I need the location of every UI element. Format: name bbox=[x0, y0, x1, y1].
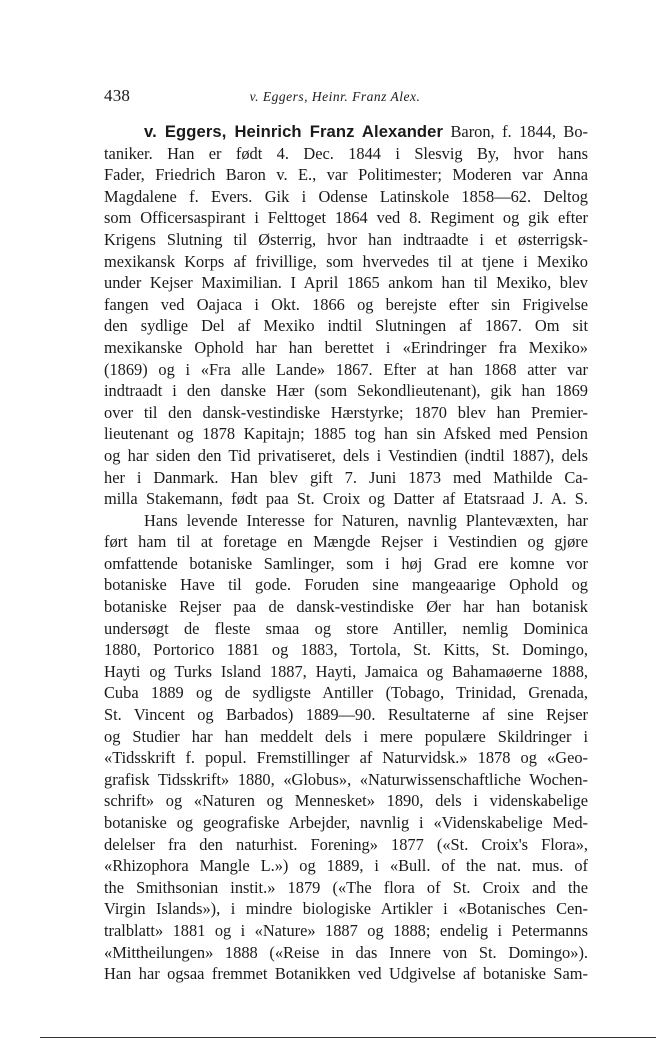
text-line: og har siden den Tid privatiseret, dels i Vestindien (indtil 1887), dels bbox=[104, 445, 588, 465]
text-line: Magdalene f. Evers. Gik i Odense Latinskole 1858—62. Deltog bbox=[104, 186, 588, 206]
text-line: mexikanske Ophold har han berettet i «Erindringer fra Mexiko» bbox=[104, 337, 588, 357]
text-line: milla Stakemann, født paa St. Croix og Datter af Etatsraad J. A. S. bbox=[104, 489, 588, 509]
entry-headword: v. Eggers, Heinrich Franz Alexander bbox=[144, 122, 444, 141]
text-line: St. Vincent og Barbados) 1889—90. Resultaterne af sine Rejser bbox=[104, 705, 588, 725]
text-line: schrift» og «Naturen og Mennesket» 1890, dels i videnskabelige bbox=[104, 791, 588, 811]
text-line: Fader, Friedrich Baron v. E., var Politimester; Moderen var Anna bbox=[104, 165, 588, 185]
text-line: og Studier har han meddelt dels i mere populære Skildringer i bbox=[104, 726, 588, 746]
page-bottom-edge bbox=[40, 1037, 656, 1038]
text-line: over til den dansk-vestindiske Hærstyrke; 1870 blev han Premier- bbox=[104, 402, 588, 422]
text-line: tralblatt» 1881 og i «Nature» 1887 og 1888; endelig i Petermanns bbox=[104, 920, 588, 940]
text-line: Baron, f. 1844, Bo- bbox=[443, 122, 588, 141]
paragraph-start-line: Hans levende Interesse for Naturen, navnlig Plantevæxten, har bbox=[144, 510, 588, 530]
text-line: den sydlige Del af Mexiko indtil Slutningen af 1867. Om sit bbox=[104, 316, 588, 336]
text-line: botaniske Rejser paa de dansk-vestindiske Øer har han botanisk bbox=[104, 597, 588, 617]
entry-line-first bbox=[104, 121, 588, 143]
entry-body bbox=[104, 121, 588, 985]
text-line: Krigens Slutning til Østerrig, hvor han indtraadte i et østerrigsk- bbox=[104, 229, 588, 249]
text-line: Virgin Islands»), i mindre biologiske Artikler i «Botanisches Cen- bbox=[104, 899, 588, 919]
text-line: botaniske og geografiske Arbejder, navnlig i «Videnskabelige Med- bbox=[104, 813, 588, 832]
text-line: 1880, Portorico 1881 og 1883, Tortola, St. Kitts, St. Domingo, bbox=[104, 640, 588, 660]
text-line: her i Danmark. Han blev gift 7. Juni 1873 med Mathilde Ca- bbox=[104, 467, 588, 487]
text-line: taniker. Han er født 4. Dec. 1844 i Slesvig By, hvor hans bbox=[104, 143, 588, 163]
text-line: lieutenant og 1878 Kapitajn; 1885 tog han sin Afsked med Pension bbox=[104, 424, 588, 444]
text-line: «Tidsskrift f. popul. Fremstillinger af Naturvidsk.» 1878 og «Geo- bbox=[104, 748, 588, 768]
text-line: undersøgt de fleste smaa og store Antiller, nemlig Dominica bbox=[104, 618, 588, 638]
text-line: (1869) og i «Fra alle Lande» 1867. Efter at han 1868 atter var bbox=[104, 359, 588, 379]
text-line: delelser fra den naturhist. Forening» 1877 («St. Croix's Flora», bbox=[104, 834, 588, 854]
text-line: Han har ogsaa fremmet Botanikken ved Udgivelse af botaniske Sam- bbox=[104, 964, 588, 984]
page-number: 438 bbox=[104, 86, 131, 105]
text-line: under Kejser Maximilian. I April 1865 ankom han til Mexiko, blev bbox=[104, 273, 588, 293]
text-line: «Rhizophora Mangle L.») og 1889, i «Bull. of the nat. mus. of bbox=[104, 856, 588, 876]
text-line: som Officersaspirant i Felttoget 1864 ved 8. Regiment og gik efter bbox=[104, 208, 588, 228]
text-line: grafisk Tidsskrift» 1880, «Globus», «Naturwissenschaftliche Wochen- bbox=[104, 769, 588, 789]
text-line: «Mittheilungen» 1888 («Reise in das Innere von St. Domingo»). bbox=[104, 942, 588, 962]
text-line: mexikansk Korps af frivillige, som hvervedes til at tjene i Mexiko bbox=[104, 251, 588, 271]
text-line: Cuba 1889 og de sydligste Antiller (Tobago, Trinidad, Grenada, bbox=[104, 683, 588, 703]
running-head: v. Eggers, Heinr. Franz Alex. bbox=[249, 89, 421, 104]
text-line: ført ham til at foretage en Mængde Rejser i Vestindien og gjøre bbox=[104, 532, 588, 552]
text-line: botaniske Have til gode. Foruden sine mangeaarige Ophold og bbox=[104, 575, 588, 595]
text-line: indtraadt i den danske Hær (som Sekondlieutenant), gik han 1869 bbox=[104, 381, 588, 401]
text-line: the Smithsonian instit.» 1879 («The flora of St. Croix and the bbox=[104, 877, 588, 897]
text-line: omfattende botaniske Samlinger, som i høj Grad ere komne vor bbox=[104, 553, 588, 573]
text-line: Hayti og Turks Island 1887, Hayti, Jamaica og Bahamaøerne 1888, bbox=[104, 661, 588, 681]
text-line: fangen ved Oajaca i Okt. 1866 og berejste efter sin Frigivelse bbox=[104, 294, 588, 314]
